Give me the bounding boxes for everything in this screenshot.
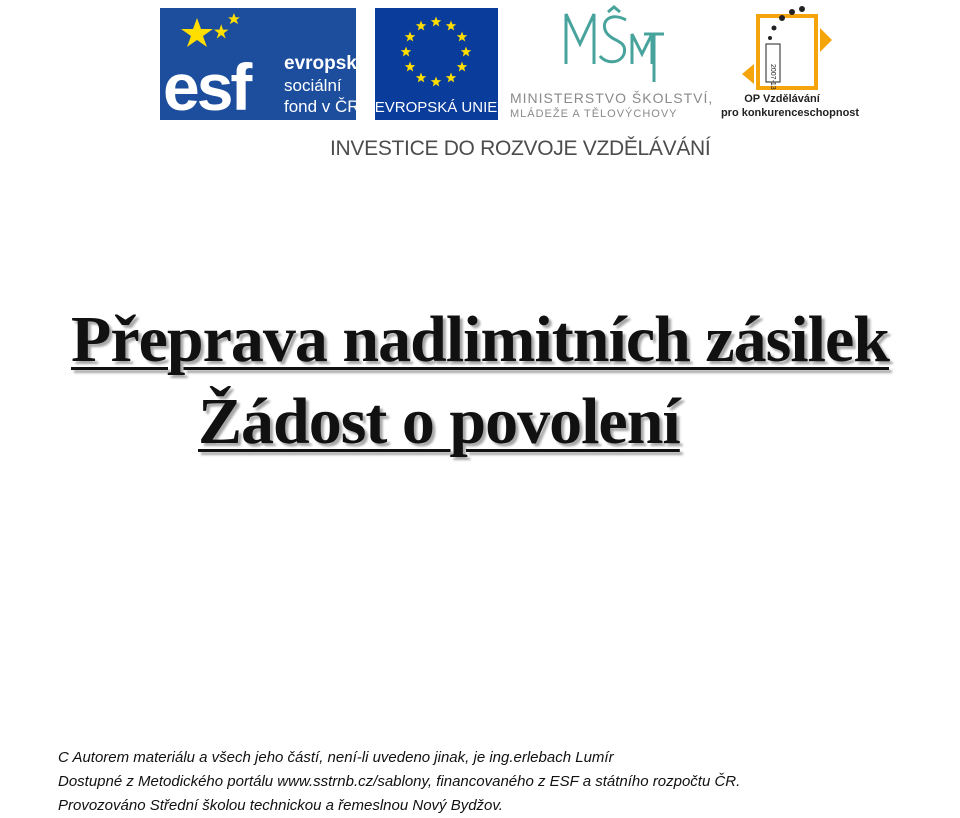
- esf-line3: fond v ČR: [284, 97, 360, 116]
- op-emblem-icon: [742, 6, 832, 90]
- eu-label: EVROPSKÁ UNIE: [374, 99, 498, 116]
- esf-letters: esf: [163, 50, 250, 124]
- op-line2: pro konkurenceschopnost: [720, 107, 860, 119]
- op-line1: OP Vzdělávání: [744, 93, 820, 105]
- slide-title-line2: Žádost o povolení: [198, 385, 680, 458]
- msmt-line1: MINISTERSTVO ŠKOLSTVÍ,: [510, 90, 714, 106]
- msmt-monogram-icon: [566, 7, 664, 82]
- eu-flag-logo: [375, 8, 498, 120]
- op-years: 2007-13: [769, 64, 776, 90]
- esf-line1: evropský: [284, 53, 368, 74]
- op-vzdelavani-logo: [722, 4, 858, 122]
- footer-credits: [58, 746, 740, 818]
- footer-line1: C Autorem materiálu a všech jeho částí, není-li uvedeno jinak, je ing.erlebach Lumír: [58, 749, 614, 766]
- msmt-line2: MLÁDEŽE A TĚLOVÝCHOVY: [510, 108, 678, 120]
- footer-line3: Provozováno Střední školou technickou a řemeslnou Nový Bydžov.: [58, 797, 503, 814]
- slide-title-line1: Přeprava nadlimitních zásilek: [71, 303, 889, 376]
- tagline: INVESTICE DO ROZVOJE VZDĚLÁVÁNÍ: [330, 137, 711, 160]
- msmt-logo: [508, 6, 716, 118]
- esf-logo: [160, 8, 368, 124]
- esf-line2: sociální: [284, 76, 342, 95]
- footer-line2: Dostupné z Metodického portálu www.sstrnb.cz/sablony, financovaného z ESF a státního rozpočtu ČR.: [58, 773, 741, 790]
